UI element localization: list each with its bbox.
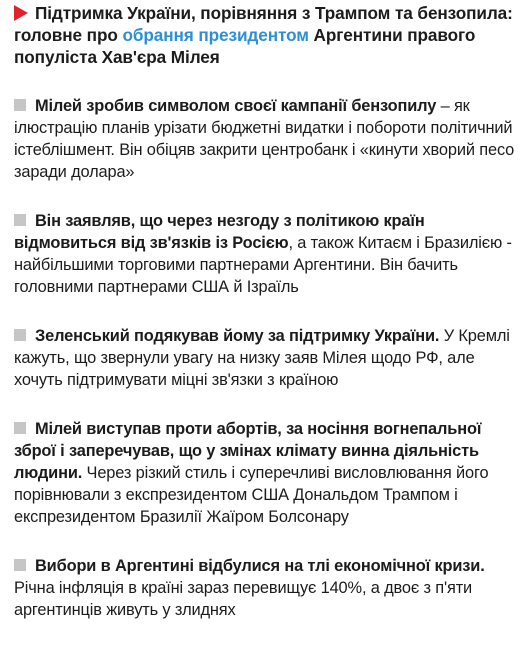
list-item-bold: Вибори в Аргентині відбулися на тлі економічної кризи. (35, 557, 485, 575)
list-item (14, 418, 519, 528)
headline-text-before: Підтримка України, порівняння з Трампом та бензопила: головне про (14, 3, 513, 45)
gray-square-icon (14, 422, 26, 434)
gray-square-icon (14, 329, 26, 341)
list-item (14, 555, 519, 621)
list-item-bold: Зеленський подякував йому за підтримку України. (35, 327, 440, 345)
headline-link[interactable]: обрання президентом (122, 25, 309, 45)
list-item-text: , а також Китаєм і Бразилією - найбільшими торговими партнерами Аргентини. Він бачить головними партнерами США й Ізраїль (14, 234, 512, 296)
list-item-bold: Він заявляв, що через незгоду з політикою країн відмовиться від зв'язків із Росією (14, 212, 425, 252)
list-item-bold: Мілей виступав проти абортів, за носіння вогнепальної зброї і заперечував, що у змінах клімату винна діяльність людини. (14, 420, 482, 482)
headline (14, 2, 519, 68)
red-triangle-icon (14, 5, 28, 21)
gray-square-icon (14, 214, 26, 226)
list-item (14, 95, 519, 183)
gray-square-icon (14, 559, 26, 571)
list-item-text: – як ілюстрацію планів урізати бюджетні видатки і побороти політичний істеблішмент. Він обіцяв закрити центробанк і «кинути хворий песо заради долара» (14, 97, 515, 181)
list-item-text: Через різкий стиль і суперечливі висловлювання його порівнювали з експрезидентом США Дональдом Трампом і експрезидентом Бразилії Жаїром Болсонару (14, 464, 489, 526)
headline-text-after: Аргентини правого популіста Хав'єра Мілея (14, 25, 476, 67)
gray-square-icon (14, 99, 26, 111)
list-item (14, 325, 519, 391)
list-item-text: У Кремлі кажуть, що звернули увагу на низку заяв Мілея щодо РФ, але хочуть підтримувати міцні зв'язки з країною (14, 327, 510, 389)
list-item (14, 210, 519, 298)
list-item-text: Річна інфляція в країні зараз перевищує 140%, а двоє з п'яти аргентинців живуть у злиднях (14, 579, 473, 619)
list-item-bold: Мілей зробив символом своєї кампанії бензопилу (35, 97, 437, 115)
